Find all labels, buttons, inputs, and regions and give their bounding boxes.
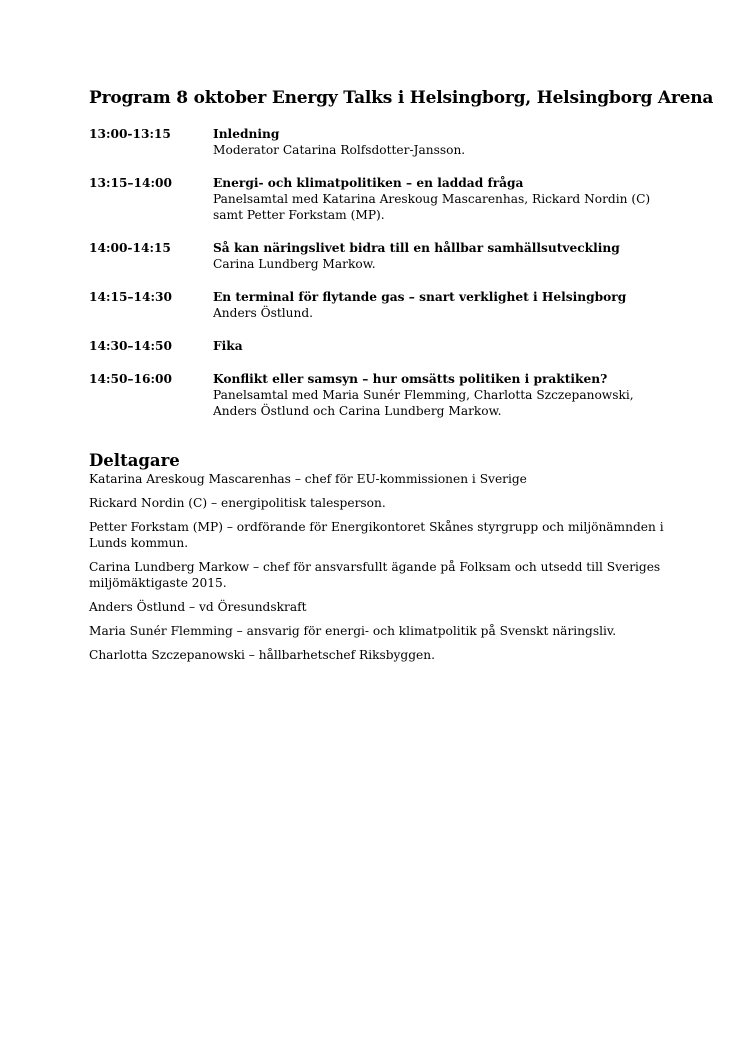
schedule-row <box>89 240 669 272</box>
schedule-item-title: En terminal för flytande gas – snart verklighet i Helsingborg <box>213 290 627 304</box>
schedule-content <box>213 338 669 354</box>
page-title: Program 8 oktober Energy Talks i Helsingborg, Helsingborg Arena <box>89 88 714 108</box>
schedule-time: 14:50–16:00 <box>89 372 172 386</box>
participant-item: Rickard Nordin (C) – energipolitisk talesperson. <box>89 496 386 510</box>
participant-item: Maria Sunér Flemming – ansvarig för energi- och klimatpolitik på Svenskt näringsliv. <box>89 624 617 638</box>
schedule-row <box>89 289 669 321</box>
schedule-item-desc: Panelsamtal med Maria Sunér Flemming, Charlotta Szczepanowski, Anders Östlund och Carina Lundberg Markow. <box>213 388 634 418</box>
schedule-content <box>213 175 669 223</box>
schedule-content <box>213 240 669 272</box>
schedule-time: 13:00-13:15 <box>89 127 171 141</box>
participants-list <box>89 471 664 671</box>
schedule-item-title: Konflikt eller samsyn – hur omsätts politiken i praktiken? <box>213 372 608 386</box>
schedule-row <box>89 371 669 419</box>
schedule-time: 13:15–14:00 <box>89 176 172 190</box>
schedule-content <box>213 371 669 419</box>
participant-item: Petter Forkstam (MP) – ordförande för Energikontoret Skånes styrgrupp och miljönämnden i Lunds kommun. <box>89 520 664 550</box>
participant-item: Anders Östlund – vd Öresundskraft <box>89 600 307 614</box>
schedule-row <box>89 126 669 158</box>
schedule-item-desc: Carina Lundberg Markow. <box>213 257 376 271</box>
schedule-item-desc: Anders Östlund. <box>213 306 314 320</box>
schedule-item-title: Så kan näringslivet bidra till en hållbar samhällsutveckling <box>213 241 620 255</box>
schedule-time: 14:30–14:50 <box>89 339 172 353</box>
participant-item: Carina Lundberg Markow – chef för ansvarsfullt ägande på Folksam och utsedd till Sveriges miljömäktigaste 2015. <box>89 560 661 590</box>
schedule-content <box>213 289 669 321</box>
schedule-time: 14:00-14:15 <box>89 241 171 255</box>
schedule-row <box>89 338 669 354</box>
schedule <box>89 126 669 436</box>
schedule-item-title: Fika <box>213 339 243 353</box>
schedule-item-title: Inledning <box>213 127 280 141</box>
schedule-item-desc: Panelsamtal med Katarina Areskoug Mascarenhas, Rickard Nordin (C) samt Petter Forkstam (MP). <box>213 192 651 222</box>
schedule-row <box>89 175 669 223</box>
participant-item: Charlotta Szczepanowski – hållbarhetschef Riksbyggen. <box>89 648 435 662</box>
schedule-content <box>213 126 669 158</box>
participant-item: Katarina Areskoug Mascarenhas – chef för EU-kommissionen i Sverige <box>89 472 527 486</box>
schedule-item-title: Energi- och klimatpolitiken – en laddad fråga <box>213 176 524 190</box>
schedule-time: 14:15–14:30 <box>89 290 172 304</box>
participants-heading: Deltagare <box>89 451 180 470</box>
schedule-item-desc: Moderator Catarina Rolfsdotter-Jansson. <box>213 143 466 157</box>
